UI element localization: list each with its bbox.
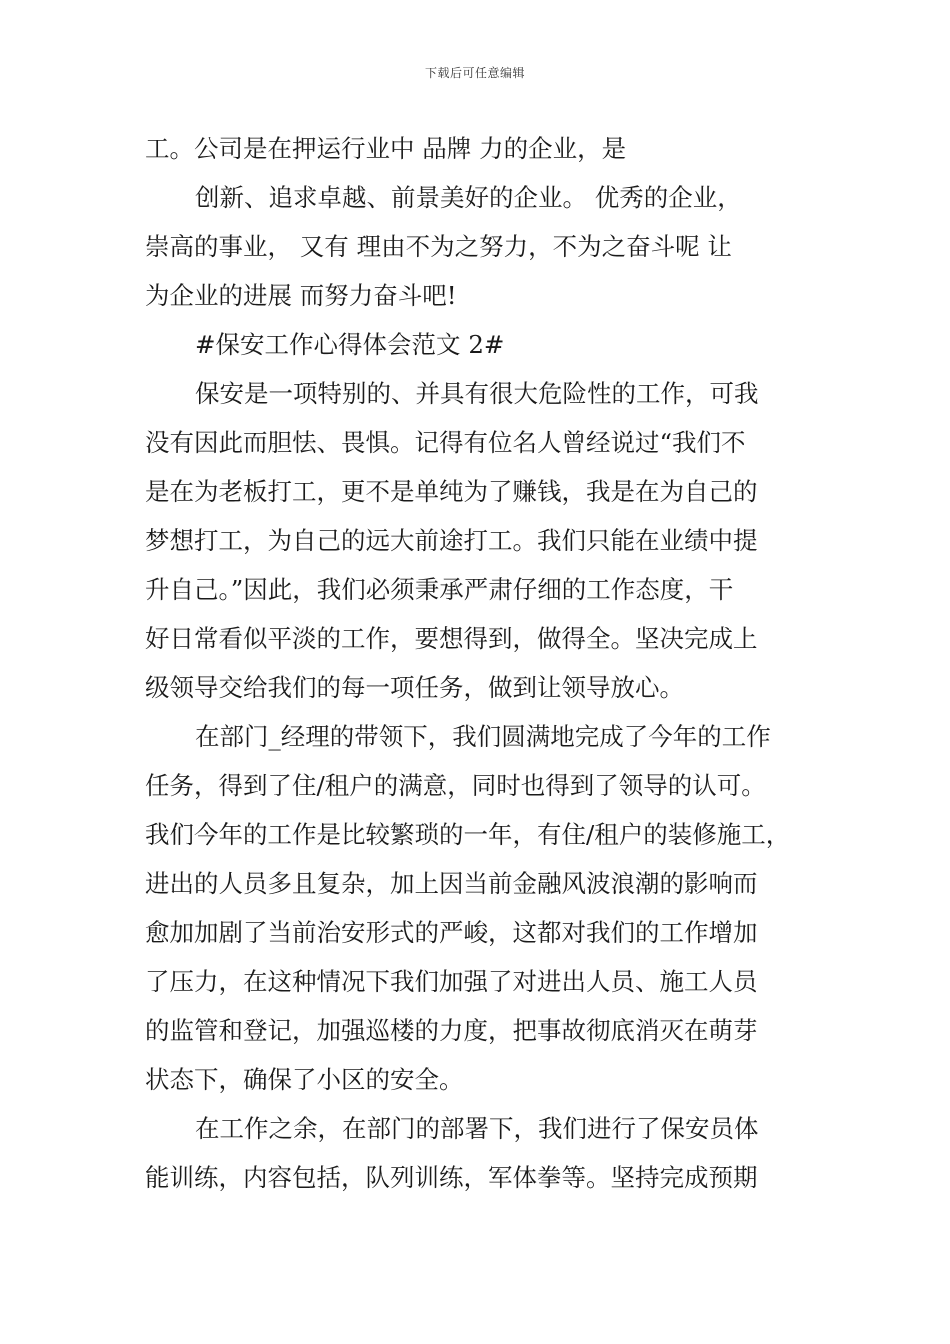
text-line: 好日常看似平淡的工作，要想得到，做得全。坚决完成上 xyxy=(145,624,758,653)
text-line: 的监管和登记，加强巡楼的力度，把事故彻底消灭在萌芽 xyxy=(145,1016,758,1045)
page-header-note: 下载后可任意编辑 xyxy=(424,66,525,80)
text-line: 愈加加剧了当前治安形式的严峻，这都对我们的工作增加 xyxy=(145,918,758,947)
section-heading xyxy=(145,320,810,369)
text-line: 任务，得到了住/租户的满意，同时也得到了领导的认可。 xyxy=(145,771,766,800)
text-line: 创新、追求卓越、前景美好的企业。 优秀的企业， xyxy=(195,183,742,212)
text-line: 没有因此而胆怯、畏惧。记得有位名人曾经说过“我们不 xyxy=(145,428,746,457)
text-line: 进出的人员多且复杂，加上因当前金融风波浪潮的影响而 xyxy=(145,869,758,898)
paragraph xyxy=(145,369,810,712)
paragraph xyxy=(145,124,810,173)
document-body xyxy=(145,124,810,1202)
paragraph xyxy=(145,712,810,1104)
text-line: 保安是一项特别的、并具有很大危险性的工作，可我 xyxy=(195,379,759,408)
text-line: 是在为老板打工，更不是单纯为了赚钱，我是在为自己的 xyxy=(145,477,758,506)
text-line: 在部门_经理的带领下，我们圆满地完成了今年的工作 xyxy=(195,722,771,751)
text-line: 了压力，在这种情况下我们加强了对进出人员、施工人员 xyxy=(145,967,758,996)
text-line: 工。公司是在押运行业中 品牌 力的企业，是 xyxy=(145,134,627,163)
text-line: 梦想打工，为自己的远大前途打工。我们只能在业绩中提 xyxy=(145,526,758,555)
text-line: 崇高的事业， 又有 理由不为之努力，不为之奋斗呢 让 xyxy=(145,232,732,261)
text-line: 状态下，确保了小区的安全。 xyxy=(145,1065,464,1094)
text-line: 级领导交给我们的每一项任务，做到让领导放心。 xyxy=(145,673,684,702)
text-line: 为企业的进展 而努力奋斗吧! xyxy=(145,281,457,310)
text-line: 升自己。”因此，我们必须秉承严肃仔细的工作态度，干 xyxy=(145,575,734,604)
paragraph xyxy=(145,1104,810,1202)
text-line: #保安工作心得体会范文 2# xyxy=(195,330,505,359)
paragraph xyxy=(145,173,810,320)
text-line: 我们今年的工作是比较繁琐的一年，有住/租户的装修施工， xyxy=(145,820,791,849)
text-line: 能训练，内容包括，队列训练，军体拳等。坚持完成预期 xyxy=(145,1163,758,1192)
text-line: 在工作之余，在部门的部署下，我们进行了保安员体 xyxy=(195,1114,759,1143)
